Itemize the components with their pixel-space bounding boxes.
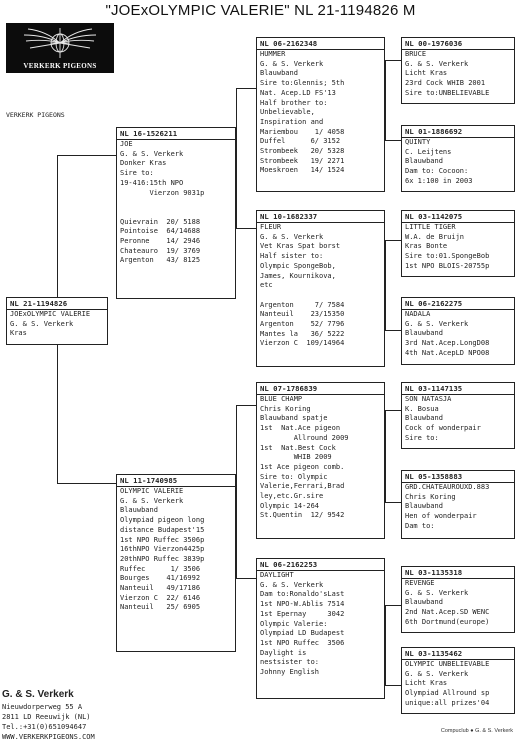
pedigree-line: G. & S. Verkerk [120, 149, 184, 158]
pedigree-line: Johnny English [260, 668, 320, 677]
pedigree-line: G. & S. Verkerk [405, 59, 469, 68]
pedigree-line: G. & S. Verkerk [260, 232, 324, 241]
pedigree-line: 19-416:15th NPO [120, 178, 184, 187]
pigeon-name: REVENGE [405, 579, 435, 587]
connector-line [385, 140, 401, 141]
pedigree-line: Ruffec 1/ 3506 [120, 564, 201, 573]
pedigree-line: Vet Kras Spat borst [260, 242, 341, 251]
pigeon-name: OLYMPIC VALERIE [120, 487, 184, 495]
pedigree-line: 3rd Nat.Acep.LongD08 [405, 339, 490, 348]
pedigree-line: St.Quentin 12/ 9542 [260, 511, 345, 520]
pedigree-line: James, Kournikova, [260, 271, 336, 280]
pedigree-line: Mariembou 1/ 4058 [260, 127, 345, 136]
pedigree-line: Hen of wonderpair [405, 512, 477, 521]
pigeon-name: BLUE CHAMP [260, 395, 303, 403]
pedigree-line: nestsister to: [260, 658, 320, 667]
pedigree-line: 2nd Nat.Acep.SD WENC [405, 608, 490, 617]
connector-line [236, 88, 256, 89]
pedigree-line: Argenton 7/ 7584 [260, 300, 345, 309]
pedigree-line: Sire to: [120, 169, 154, 178]
pedigree-line: Vierzon C 109/14964 [260, 339, 345, 348]
pedigree-line: Allround 2009 [260, 433, 349, 442]
pedigree-box-sire-dam-sire [401, 210, 515, 277]
pedigree-box-dam-sire-sire [401, 382, 515, 449]
ring-number: NL 06-2162275 [402, 298, 514, 310]
pedigree-line: Licht Kras [405, 679, 448, 688]
pedigree-line: Cock of wonderpair [405, 424, 481, 433]
pigeon-name: GRD.CHATEAUROUXD.883 [405, 483, 490, 491]
pedigree-line: Valerie,Ferrari,Brad [260, 482, 345, 491]
ring-number: NL 03-1142075 [402, 211, 514, 223]
connector-line [236, 405, 256, 406]
pedigree-box-dam-dam-dam [401, 647, 515, 714]
pigeon-name: DAYLIGHT [260, 571, 294, 579]
connector-line [236, 228, 256, 229]
pedigree-box-sire-dam [256, 210, 385, 367]
pedigree-line: C. Leijtens [405, 147, 452, 156]
pedigree-line: distance Budapest'15 [120, 525, 205, 534]
pedigree-line: Blauwband [405, 414, 443, 423]
ring-number: NL 05-1358883 [402, 471, 514, 483]
pedigree-box-sire-sire [256, 37, 385, 192]
pedigree-line: Licht Kras [405, 69, 448, 78]
pedigree-line: Donker Kras [120, 159, 167, 168]
pedigree-line: Dam to: [405, 521, 435, 530]
phone-number: Tel.:+31(0)651094647 [2, 723, 87, 731]
pigeon-name: SON NATASJA [405, 395, 452, 403]
pigeon-name: BRUCE [405, 50, 427, 58]
ring-number: NL 00-1976036 [402, 38, 514, 50]
pedigree-line: Argenton 52/ 7796 [260, 320, 345, 329]
pedigree-line: Bourges 41/16992 [120, 574, 201, 583]
pedigree-line: Sire to: [405, 433, 439, 442]
pedigree-line: Strombeek 20/ 5328 [260, 147, 345, 156]
pedigree-box-dam-dam [256, 558, 385, 699]
pigeon-name: QUINTY [405, 138, 431, 146]
pedigree-line: Chris Koring [260, 404, 311, 413]
ring-number: NL 06-2162253 [257, 559, 384, 571]
pedigree-line: 6x 1:100 in 2003 [405, 176, 473, 185]
owner-label: VERKERK PIGEONS [6, 111, 65, 119]
pedigree-line: Kras Bonte [405, 242, 448, 251]
pedigree-line: Kras [10, 329, 27, 338]
pedigree-line: Half brother to: [260, 98, 328, 107]
pedigree-line [260, 291, 382, 301]
pedigree-line: Dam to: Cocoon: [405, 167, 469, 176]
pedigree-line: etc [260, 281, 273, 290]
pedigree-line: Olympic Valerie: [260, 619, 328, 628]
breeder-address [2, 688, 95, 742]
pedigree-line: 1st NPO Ruffec 3506p [120, 535, 205, 544]
pigeon-name: JOE [120, 140, 133, 148]
pedigree-line: Vierzon C 22/ 6146 [120, 593, 201, 602]
pedigree-line: Strombeek 19/ 2271 [260, 156, 345, 165]
connector-line [385, 410, 401, 411]
pedigree-line: WHIB 2009 [260, 453, 332, 462]
pedigree-line: Blauwband spatje [260, 414, 328, 423]
pedigree-line: Blauwband [405, 329, 443, 338]
pedigree-line: 1st Ace pigeon comb. [260, 462, 345, 471]
connector-line [57, 155, 116, 156]
connector-line [385, 685, 401, 686]
pedigree-line: Dam to:Ronaldo'sLast [260, 590, 345, 599]
pigeon-name: OLYMPIC UNBELIEVABLE [405, 660, 490, 668]
ring-number: NL 01-1886692 [402, 126, 514, 138]
pedigree-line: Sire to:UNBELIEVABLE [405, 88, 490, 97]
pedigree-line: Vierzon 9031p [120, 188, 205, 197]
pedigree-line: Nanteuil 49/17186 [120, 584, 201, 593]
pedigree-box-sire [116, 127, 236, 299]
pedigree-line: 1st Epernay 3042 [260, 609, 345, 618]
pedigree-line: 6th Dortmund(europe) [405, 617, 490, 626]
pedigree-line: Chateauro 19/ 3769 [120, 246, 201, 255]
pedigree-box-subject [6, 297, 108, 345]
connector-line [385, 240, 401, 241]
pedigree-line: 1st NPO-W.Ablis 7514 [260, 600, 345, 609]
pedigree-line: 1st Nat.Best Cock [260, 443, 336, 452]
pedigree-line: G. & S. Verkerk [405, 669, 469, 678]
pedigree-line: 16thNPO Vierzon4425p [120, 545, 205, 554]
pedigree-box-dam [116, 474, 236, 652]
connector-line [236, 88, 237, 228]
connector-line [385, 605, 401, 606]
breeder-name: G. & S. Verkerk [2, 689, 74, 700]
pedigree-line: Sire to:01.SpongeBob [405, 252, 490, 261]
pedigree-line [120, 208, 233, 218]
ring-number: NL 03-1147135 [402, 383, 514, 395]
pedigree-line: Blauwband [120, 506, 158, 515]
pedigree-line: Moeskroen 14/ 1524 [260, 166, 345, 175]
ring-number: NL 10-1682337 [257, 211, 384, 223]
pedigree-line: Half sister to: [260, 252, 324, 261]
pedigree-line: unique:all prizes'04 [405, 698, 490, 707]
pedigree-line: Pointoise 64/14688 [120, 227, 201, 236]
connector-line [385, 60, 401, 61]
footer-credit: Compuclub ● G. & S. Verkerk [440, 728, 513, 734]
pedigree-line: Blauwband [260, 69, 298, 78]
pedigree-line: G. & S. Verkerk [405, 588, 469, 597]
pedigree-line: Sire to: Olympic [260, 472, 328, 481]
address-line: 2811 LD Reeuwijk (NL) [2, 713, 91, 721]
pedigree-line: 4th Nat.AcepLD NPO08 [405, 348, 490, 357]
connector-line [236, 578, 256, 579]
pedigree-line: ley,etc.Gr.sire [260, 492, 324, 501]
pedigree-line: Blauwband [405, 598, 443, 607]
pedigree-line: Unbelievable, [260, 108, 315, 117]
pedigree-line: Olympiad LD Budapest [260, 629, 345, 638]
pedigree-box-sire-sire-dam [401, 125, 515, 192]
address-line: Nieuwdorperweg 55 A [2, 703, 83, 711]
pedigree-line: Inspiration and [260, 117, 324, 126]
connector-line [57, 483, 116, 484]
pedigree-line: Mantes la 36/ 5222 [260, 329, 345, 338]
pedigree-box-dam-dam-sire [401, 566, 515, 633]
pigeon-name: JOExOLYMPIC VALERIE [10, 310, 91, 318]
ring-number: NL 11-1740985 [117, 475, 235, 487]
connector-line [385, 330, 401, 331]
ring-number: NL 16-1526211 [117, 128, 235, 140]
pedigree-box-dam-sire [256, 382, 385, 539]
pedigree-line: G. & S. Verkerk [405, 319, 469, 328]
pedigree-box-dam-sire-dam [401, 470, 515, 539]
pedigree-line: Peronne 14/ 2946 [120, 237, 201, 246]
pedigree-line: Blauwband [405, 502, 443, 511]
ring-number: NL 03-1135462 [402, 648, 514, 660]
pedigree-line: 20thNPO Ruffec 3839p [120, 554, 205, 563]
pedigree-line: G. & S. Verkerk [260, 580, 324, 589]
pedigree-line: 1st NPO BLOIS-20755p [405, 261, 490, 270]
logo-text: VERKERK PIGEONS [23, 62, 97, 70]
connector-line [385, 60, 386, 140]
pigeon-name: NADALA [405, 310, 431, 318]
connector-line [385, 502, 401, 503]
pedigree-box-sire-sire-sire [401, 37, 515, 104]
connector-line [385, 410, 386, 502]
pedigree-line: Olympic 14-264 [260, 501, 320, 510]
pedigree-line: Quievrain 20/ 5188 [120, 217, 201, 226]
pedigree-line: Daylight is [260, 648, 307, 657]
pedigree-line: 1st Nat.Ace pigeon [260, 424, 341, 433]
pigeon-name: LITTLE TIGER [405, 223, 456, 231]
winged-globe-icon [6, 23, 114, 63]
pedigree-line: Chris Koring [405, 492, 456, 501]
pedigree-line: Nanteuil 25/ 6905 [120, 603, 201, 612]
pedigree-line: Duffel 6/ 3152 [260, 137, 341, 146]
pedigree-line [120, 198, 233, 208]
pigeon-name: HUMMER [260, 50, 286, 58]
pedigree-line: 23rd Cock WHIB 2001 [405, 79, 486, 88]
pedigree-line: W.A. de Bruijn [405, 232, 465, 241]
pedigree-line: 1st NPO Ruffec 3506 [260, 638, 345, 647]
pigeon-name: FLEUR [260, 223, 282, 231]
ring-number: NL 06-2162348 [257, 38, 384, 50]
website-link[interactable]: WWW.VERKERKPIGEONS.COM [2, 733, 95, 741]
pedigree-line: Nat. Acep.LD FS'13 [260, 88, 336, 97]
pedigree-line: Olympiad Allround sp [405, 689, 490, 698]
pedigree-line: Nanteuil 23/15350 [260, 310, 345, 319]
connector-line [57, 155, 58, 297]
connector-line [57, 345, 58, 483]
connector-line [236, 405, 237, 578]
connector-line [385, 605, 386, 685]
pedigree-box-sire-dam-dam [401, 297, 515, 365]
pedigree-line: Argenton 43/ 8125 [120, 256, 201, 265]
pedigree-line: Blauwband [405, 157, 443, 166]
connector-line [385, 240, 386, 330]
ring-number: NL 07-1786839 [257, 383, 384, 395]
ring-number: NL 03-1135318 [402, 567, 514, 579]
pedigree-line: Olympiad pigeon long [120, 516, 205, 525]
pedigree-line: G. & S. Verkerk [10, 319, 74, 328]
pedigree-line: Sire to:Glennis; 5th [260, 79, 345, 88]
ring-number: NL 21-1194826 [7, 298, 107, 310]
pedigree-line: G. & S. Verkerk [260, 59, 324, 68]
pedigree-line: K. Bosua [405, 404, 439, 413]
pedigree-line: G. & S. Verkerk [120, 496, 184, 505]
page-title: "JOExOLYMPIC VALERIE" NL 21-1194826 M [105, 2, 416, 19]
verkerk-logo [6, 23, 114, 73]
pedigree-line: Olympic SpongeBob, [260, 261, 336, 270]
